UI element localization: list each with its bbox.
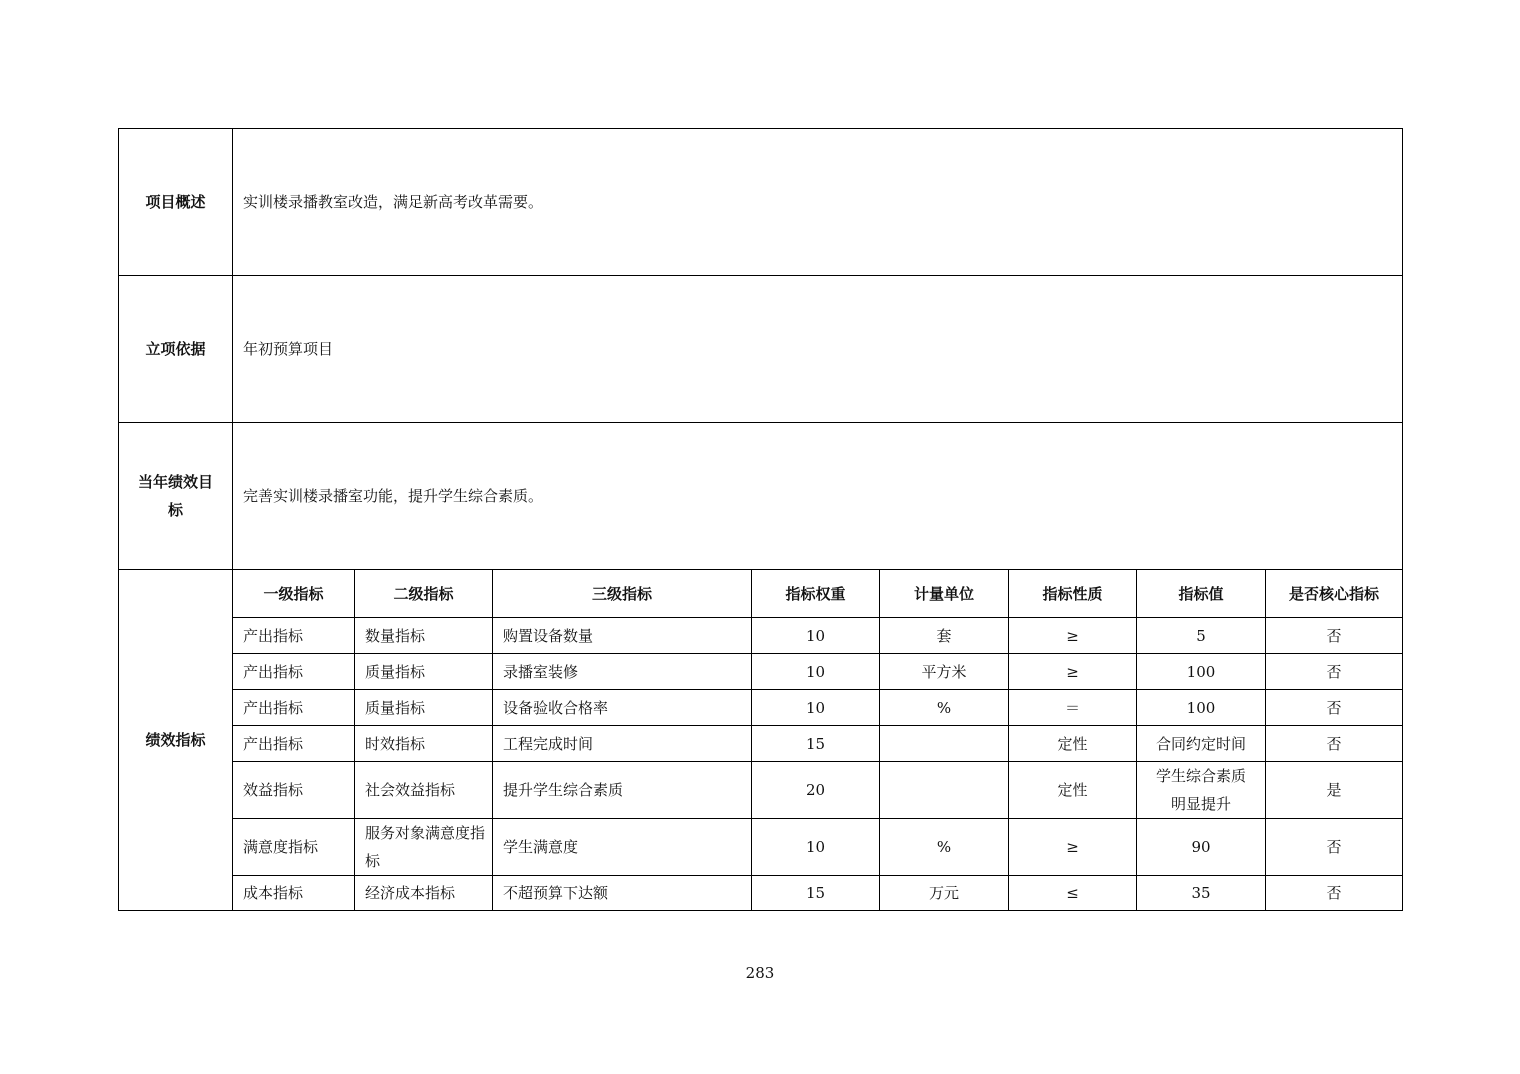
level1-cell: 产出指标 <box>233 618 355 654</box>
basis-label: 立项依据 <box>119 276 233 423</box>
level1-cell: 满意度指标 <box>233 819 355 876</box>
overview-row <box>119 129 1403 276</box>
indicator-header-row <box>119 570 1403 618</box>
level3-cell: 购置设备数量 <box>493 618 752 654</box>
table-row <box>119 654 1403 690</box>
overview-value: 实训楼录播教室改造，满足新高考改革需要。 <box>233 129 1403 276</box>
level1-cell: 产出指标 <box>233 654 355 690</box>
weight-cell: 10 <box>752 618 880 654</box>
header-level3: 三级指标 <box>493 570 752 618</box>
level1-cell: 成本指标 <box>233 876 355 911</box>
performance-table <box>118 128 1403 911</box>
nature-cell: 定性 <box>1009 726 1137 762</box>
header-value: 指标值 <box>1137 570 1266 618</box>
core-cell: 否 <box>1266 654 1403 690</box>
value-cell: 90 <box>1137 819 1266 876</box>
value-cell: 35 <box>1137 876 1266 911</box>
goal-label: 当年绩效目标 <box>119 423 233 570</box>
unit-cell <box>880 762 1009 819</box>
weight-cell: 10 <box>752 654 880 690</box>
table-row <box>119 819 1403 876</box>
table-row <box>119 876 1403 911</box>
weight-cell: 20 <box>752 762 880 819</box>
core-cell: 否 <box>1266 690 1403 726</box>
unit-cell: 套 <box>880 618 1009 654</box>
weight-cell: 10 <box>752 690 880 726</box>
overview-label: 项目概述 <box>119 129 233 276</box>
unit-cell: 万元 <box>880 876 1009 911</box>
unit-cell: % <box>880 690 1009 726</box>
level1-cell: 产出指标 <box>233 726 355 762</box>
core-cell: 否 <box>1266 618 1403 654</box>
unit-cell: 平方米 <box>880 654 1009 690</box>
level2-cell: 质量指标 <box>355 654 493 690</box>
core-cell: 否 <box>1266 819 1403 876</box>
value-cell: 合同约定时间 <box>1137 726 1266 762</box>
table-row <box>119 762 1403 819</box>
table-row <box>119 726 1403 762</box>
unit-cell: % <box>880 819 1009 876</box>
header-core: 是否核心指标 <box>1266 570 1403 618</box>
value-cell: 100 <box>1137 654 1266 690</box>
value-cell: 学生综合素质明显提升 <box>1137 762 1266 819</box>
value-cell: 5 <box>1137 618 1266 654</box>
level3-cell: 设备验收合格率 <box>493 690 752 726</box>
header-weight: 指标权重 <box>752 570 880 618</box>
header-level1: 一级指标 <box>233 570 355 618</box>
value-cell: 100 <box>1137 690 1266 726</box>
level3-cell: 提升学生综合素质 <box>493 762 752 819</box>
basis-value: 年初预算项目 <box>233 276 1403 423</box>
weight-cell: 15 <box>752 876 880 911</box>
header-level2: 二级指标 <box>355 570 493 618</box>
core-cell: 否 <box>1266 726 1403 762</box>
weight-cell: 15 <box>752 726 880 762</box>
basis-row <box>119 276 1403 423</box>
table-row <box>119 690 1403 726</box>
level2-cell: 经济成本指标 <box>355 876 493 911</box>
level2-cell: 时效指标 <box>355 726 493 762</box>
level3-cell: 不超预算下达额 <box>493 876 752 911</box>
level3-cell: 工程完成时间 <box>493 726 752 762</box>
table-row <box>119 618 1403 654</box>
level2-cell: 数量指标 <box>355 618 493 654</box>
nature-cell: 定性 <box>1009 762 1137 819</box>
level3-cell: 学生满意度 <box>493 819 752 876</box>
nature-cell: ＝ <box>1009 690 1137 726</box>
goal-value: 完善实训楼录播室功能，提升学生综合素质。 <box>233 423 1403 570</box>
nature-cell: ≥ <box>1009 618 1137 654</box>
indicators-label: 绩效指标 <box>119 570 233 911</box>
header-nature: 指标性质 <box>1009 570 1137 618</box>
weight-cell: 10 <box>752 819 880 876</box>
core-cell: 是 <box>1266 762 1403 819</box>
goal-row <box>119 423 1403 570</box>
page-number: 283 <box>745 964 775 982</box>
level1-cell: 效益指标 <box>233 762 355 819</box>
level2-cell: 服务对象满意度指标 <box>355 819 493 876</box>
header-unit: 计量单位 <box>880 570 1009 618</box>
level1-cell: 产出指标 <box>233 690 355 726</box>
level2-cell: 质量指标 <box>355 690 493 726</box>
unit-cell <box>880 726 1009 762</box>
nature-cell: ≤ <box>1009 876 1137 911</box>
nature-cell: ≥ <box>1009 819 1137 876</box>
core-cell: 否 <box>1266 876 1403 911</box>
level2-cell: 社会效益指标 <box>355 762 493 819</box>
nature-cell: ≥ <box>1009 654 1137 690</box>
level3-cell: 录播室装修 <box>493 654 752 690</box>
